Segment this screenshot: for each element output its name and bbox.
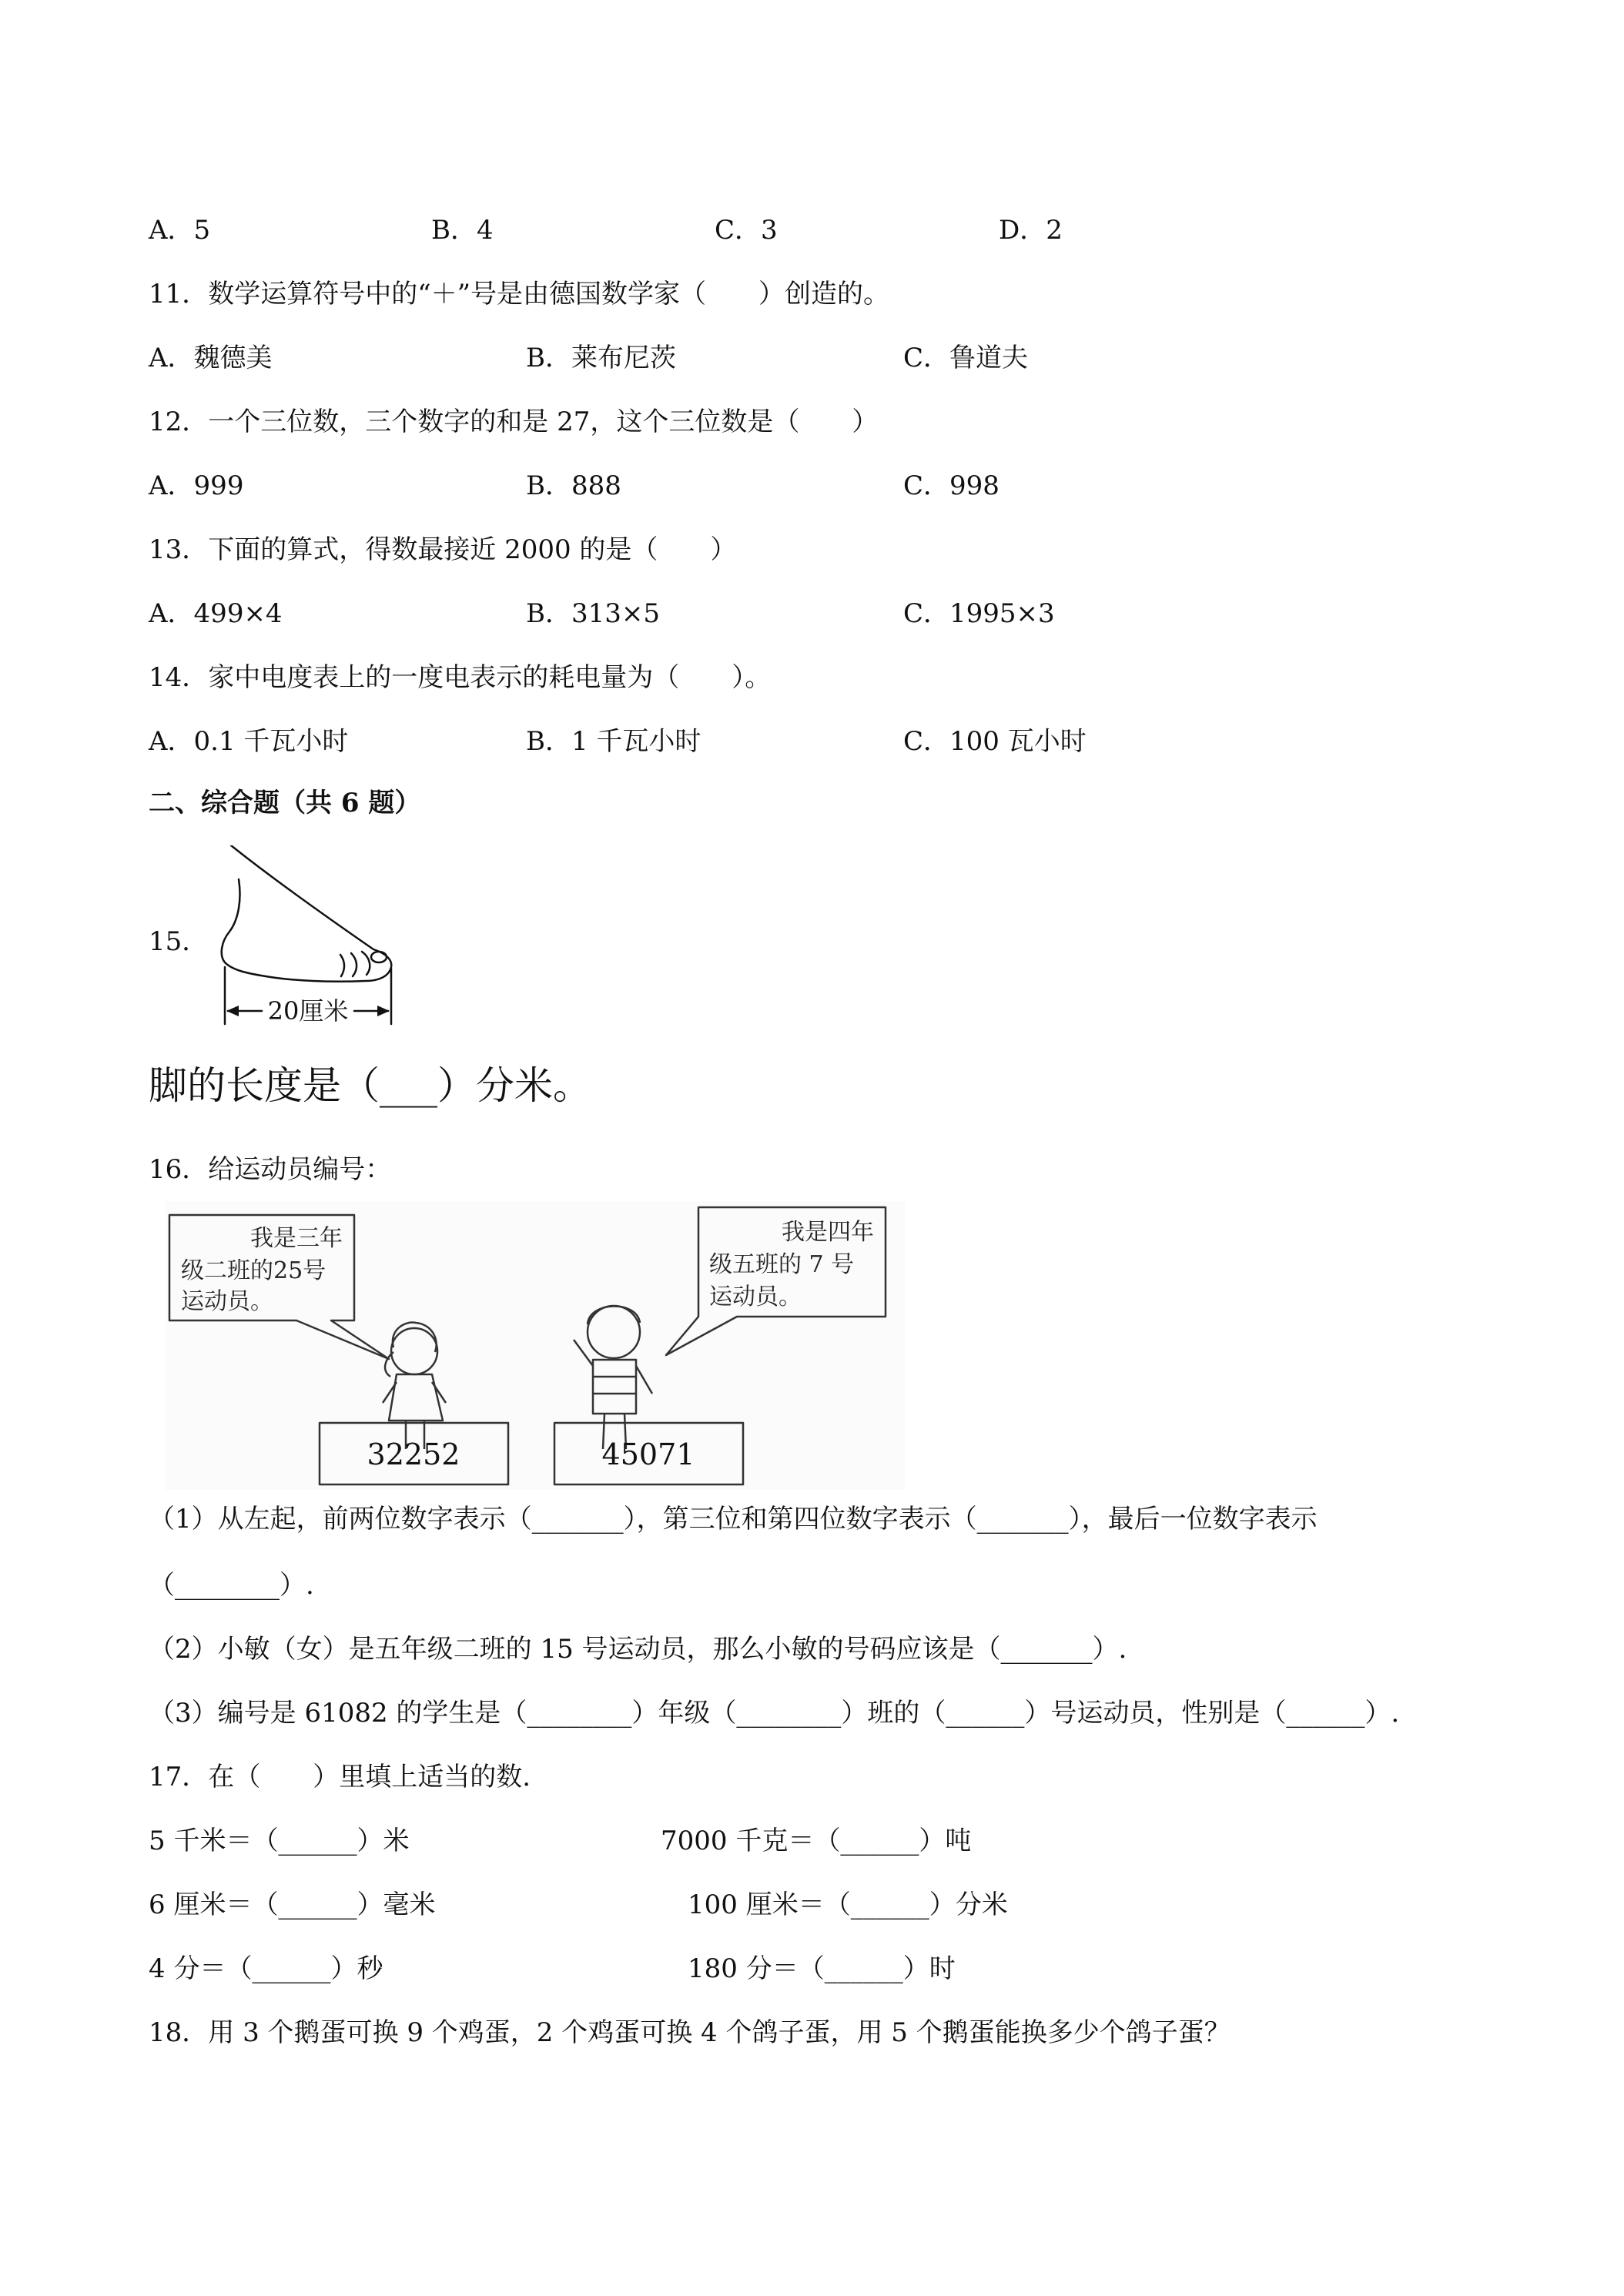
q15-question: 脚的长度是（___）分米。 xyxy=(149,1063,591,1108)
q10-option-d: D．2 xyxy=(999,215,1063,246)
q10-option-a: A．5 xyxy=(149,215,211,246)
q12-option-b: B．888 xyxy=(526,470,621,501)
q15-number: 15． xyxy=(149,926,209,957)
girl-bubble-line-2: 级二班的25号 xyxy=(181,1257,326,1284)
q14-stem: 14．家中电度表上的一度电表示的耗电量为（ ）。 xyxy=(149,662,772,693)
q18-stem: 18．用 3 个鹅蛋可换 9 个鸡蛋，2 个鸡蛋可换 4 个鸽子蛋，用 5 个鹅蛋能换多少个鸽子蛋？ xyxy=(149,2017,1231,2048)
q13-option-b: B．313×5 xyxy=(526,598,661,629)
q17-row1-right: 7000 千克＝（______）吨 xyxy=(661,1826,972,1856)
q16-part1-line1: （1）从左起，前两位数字表示（_______），第三位和第四位数字表示（_______），最后一位数字表示 xyxy=(149,1504,1318,1535)
girl-bubble-line-1: 我是三年 xyxy=(250,1225,343,1252)
girl-number: 32252 xyxy=(367,1438,460,1471)
q11-option-a: A．魏德美 xyxy=(149,343,273,373)
q17-row3-right: 180 分＝（______）时 xyxy=(688,1953,956,1984)
q12-stem: 12．一个三位数，三个数字的和是 27，这个三位数是（ ） xyxy=(149,407,879,437)
q13-option-c: C．1995×3 xyxy=(903,598,1055,629)
q16-part2: （2）小敏（女）是五年级二班的 15 号运动员，那么小敏的号码应该是（_______）. xyxy=(149,1634,1127,1665)
q17-row3-left: 4 分＝（______）秒 xyxy=(149,1953,383,1984)
athletes-figure xyxy=(166,1201,905,1490)
q17-stem: 17．在（ ）里填上适当的数. xyxy=(149,1762,531,1792)
boy-bubble-line-2: 级五班的 7 号 xyxy=(709,1251,855,1278)
boy-bubble-line-1: 我是四年 xyxy=(782,1219,874,1246)
q17-row1-left: 5 千米＝（______）米 xyxy=(149,1826,410,1856)
foot-outline xyxy=(222,845,392,982)
q16-stem: 16．给运动员编号： xyxy=(149,1154,392,1185)
boy-number: 45071 xyxy=(601,1438,695,1471)
girl-bubble-line-3: 运动员。 xyxy=(181,1288,273,1315)
q11-option-c: C．鲁道夫 xyxy=(903,343,1029,373)
q10-option-c: C．3 xyxy=(715,215,778,246)
q10-option-b: B．4 xyxy=(431,215,494,246)
q13-option-a: A．499×4 xyxy=(149,598,283,629)
q14-option-c: C．100 瓦小时 xyxy=(903,726,1087,757)
foot-figure xyxy=(208,845,416,1038)
q12-option-c: C．998 xyxy=(903,470,1000,501)
q17-row2-left: 6 厘米＝（______）毫米 xyxy=(149,1889,436,1920)
q16-part3: （3）编号是 61082 的学生是（________）年级（________）班的（______）号运动员，性别是（______）. xyxy=(149,1698,1400,1729)
foot-dimension-label: 20厘米 xyxy=(267,996,349,1026)
section-heading: 二、综合题（共 6 题） xyxy=(149,788,421,818)
boy-bubble-line-3: 运动员。 xyxy=(709,1284,802,1310)
q13-stem: 13．下面的算式，得数最接近 2000 的是（ ） xyxy=(149,534,737,565)
q12-option-a: A．999 xyxy=(149,470,244,501)
q14-option-a: A．0.1 千瓦小时 xyxy=(149,726,349,757)
q11-option-b: B．莱布尼茨 xyxy=(526,343,676,373)
q11-stem: 11．数学运算符号中的“＋”号是由德国数学家（ ）创造的。 xyxy=(149,279,890,310)
q16-part1-line2: （________）. xyxy=(149,1570,314,1601)
q14-option-b: B．1 千瓦小时 xyxy=(526,726,702,757)
q17-row2-right: 100 厘米＝（______）分米 xyxy=(688,1889,1008,1920)
